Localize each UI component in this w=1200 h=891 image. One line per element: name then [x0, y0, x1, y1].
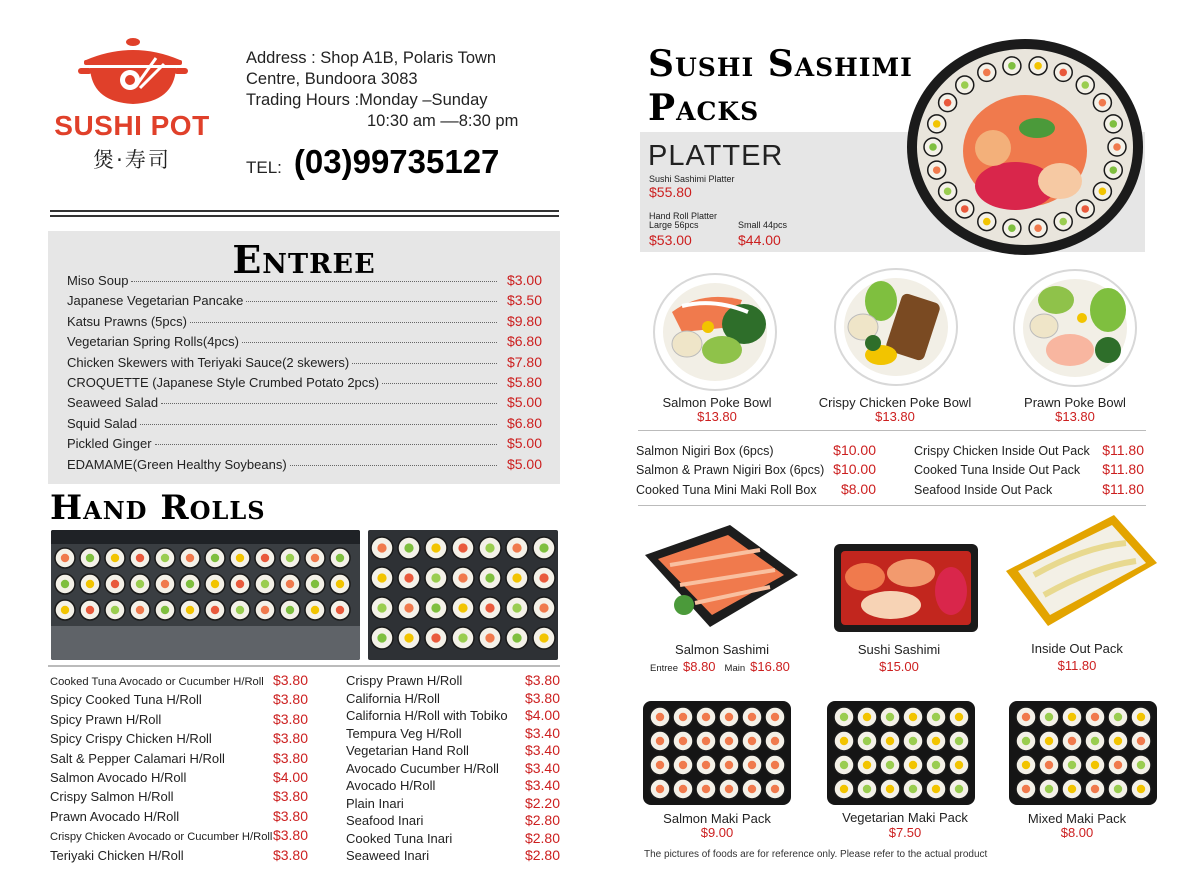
bowl-name: Salmon Poke Bowl — [662, 395, 772, 410]
item-name: Crispy Prawn H/Roll — [346, 673, 463, 688]
item-name: Vegetarian Hand Roll — [346, 743, 469, 758]
item-name: Seafood Inside Out Pack — [914, 482, 1053, 497]
platter-price: $44.00 — [738, 232, 781, 248]
item-name: Chicken Skewers with Teriyaki Sauce(2 skewers) — [67, 354, 350, 370]
packs-title-line: Sushi Sashimi — [648, 43, 913, 85]
item-name: Plain Inari — [346, 795, 404, 811]
platter-photo — [905, 36, 1145, 258]
item-name: CROQUETTE (Japanese Style Crumbed Potato 2pcs) — [67, 374, 380, 390]
menu-item — [914, 442, 1144, 461]
menu-item — [636, 442, 876, 461]
tel-label: TEL: — [246, 158, 282, 177]
trading-hours: Trading Hours :Monday –Sunday — [246, 91, 488, 109]
item-name: Salmon & Prawn Nigiri Box (6pcs) — [636, 463, 825, 478]
bowl-price: $13.80 — [697, 409, 737, 424]
item-price: $2.80 — [524, 812, 560, 828]
maki-pack-photo — [1008, 700, 1158, 806]
platter-price: $53.00 — [649, 232, 692, 248]
item-price: $4.00 — [272, 768, 308, 785]
item-name: Avocado Cucumber H/Roll — [346, 760, 499, 776]
hand-rolls-photo — [368, 530, 558, 660]
item-price: $3.80 — [272, 749, 308, 766]
item-name: Vegetarian Spring Rolls(4pcs) — [67, 334, 239, 350]
item-name: Tempura Veg H/Roll — [346, 725, 462, 741]
hand-rolls-list — [50, 672, 308, 866]
platter-label: Hand Roll Platter — [649, 211, 718, 221]
poke-bowl-photo — [652, 272, 778, 392]
menu-item — [346, 830, 560, 848]
pack-price: $9.00 — [700, 825, 734, 840]
item-price: $5.00 — [506, 435, 542, 452]
item-name: California H/Roll with Tobiko — [346, 708, 508, 723]
item-price: $2.20 — [524, 794, 560, 811]
item-price: $3.40 — [524, 742, 560, 758]
item-price: $7.80 — [506, 353, 542, 370]
pack-price: $15.00 — [879, 659, 919, 674]
tel-number[interactable]: (03)99735127 — [293, 143, 500, 180]
menu-item — [67, 313, 542, 333]
pack-name: Vegetarian Maki Pack — [842, 810, 968, 825]
menu-item — [914, 481, 1144, 500]
menu-item — [346, 795, 560, 813]
menu-item — [346, 812, 560, 830]
platter-price: $55.80 — [649, 184, 692, 200]
poke-bowl-photo — [833, 267, 959, 387]
menu-item — [67, 272, 542, 292]
item-price: $11.80 — [1102, 442, 1144, 458]
menu-item — [346, 760, 560, 778]
item-price: $9.80 — [506, 312, 542, 329]
item-price: $11.80 — [1102, 461, 1144, 478]
pack-price: $16.80 — [750, 659, 790, 674]
bowl-price: $13.80 — [1055, 409, 1095, 424]
item-name: Spicy Cooked Tuna H/Roll — [50, 692, 202, 708]
item-name: Crispy Salmon H/Roll — [50, 789, 174, 805]
item-name: Japanese Vegetarian Pancake — [67, 293, 244, 309]
menu-item — [67, 354, 542, 374]
item-name: California H/Roll — [346, 690, 440, 706]
menu-item — [67, 292, 542, 312]
pack-name: Mixed Maki Pack — [1027, 811, 1127, 826]
item-name: Seaweed Inari — [346, 848, 430, 863]
menu-item — [346, 847, 560, 865]
menu-item — [346, 742, 560, 760]
brand-name: SUSHI POT — [54, 110, 210, 141]
item-price: $6.80 — [506, 414, 542, 431]
menu-item — [50, 711, 308, 730]
menu-item — [50, 847, 308, 866]
item-name: Spicy Crispy Chicken H/Roll — [50, 731, 212, 747]
item-name: Salmon Nigiri Box (6pcs) — [636, 444, 774, 458]
section-title: Entree — [232, 237, 376, 282]
menu-item — [50, 827, 308, 846]
item-name: Pickled Ginger — [67, 436, 152, 452]
menu-item — [67, 415, 542, 435]
item-name: Crispy Chicken Inside Out Pack — [914, 444, 1090, 458]
menu-item — [914, 461, 1144, 480]
brand-chinese-name: 煲·寿司 — [93, 148, 171, 172]
entree-section — [48, 231, 560, 484]
box-list — [636, 442, 876, 500]
item-price: $3.40 — [524, 777, 560, 793]
divider — [50, 210, 559, 217]
item-price: $3.40 — [524, 724, 560, 741]
item-price: $3.80 — [272, 691, 308, 708]
pack-price: $11.80 — [1057, 658, 1097, 673]
salmon-sashimi-photo — [640, 515, 800, 635]
maki-pack-photo — [642, 700, 792, 806]
item-price: $3.40 — [524, 759, 560, 776]
box-list — [914, 442, 1144, 500]
item-price: $3.00 — [506, 272, 542, 288]
item-price: $5.00 — [506, 394, 542, 411]
item-name: Teriyaki Chicken H/Roll — [50, 847, 184, 863]
pack-name: Sushi Sashimi — [857, 642, 941, 657]
item-name: Salmon Avocado H/Roll — [50, 769, 187, 785]
item-name: Squid Salad — [67, 415, 138, 431]
pack-price: $8.00 — [1060, 825, 1094, 840]
divider — [48, 665, 560, 667]
pot-chopsticks-icon — [78, 34, 188, 106]
item-price: $3.80 — [272, 827, 308, 844]
menu-item — [67, 394, 542, 414]
item-price: $2.80 — [524, 847, 560, 863]
pack-name: Inside Out Pack — [1031, 641, 1123, 656]
pack-name: Salmon Maki Pack — [663, 811, 771, 826]
item-price: $3.50 — [506, 292, 542, 309]
item-price: $3.80 — [272, 846, 308, 863]
menu-item — [346, 725, 560, 743]
item-name: Miso Soup — [67, 273, 129, 288]
menu-item — [50, 808, 308, 827]
divider — [638, 430, 1146, 431]
item-price: $10.00 — [833, 461, 876, 478]
menu-item — [50, 769, 308, 788]
menu-item — [67, 374, 542, 394]
menu-item — [67, 333, 542, 353]
poke-bowl-photo — [1012, 268, 1138, 388]
address-line: Centre, Bundoora 3083 — [246, 70, 418, 88]
address-line: Address : Shop A1B, Polaris Town — [246, 49, 497, 67]
item-price: $10.00 — [833, 442, 876, 458]
item-name: Prawn Avocado H/Roll — [50, 808, 180, 824]
item-name: Seafood Inari — [346, 813, 424, 828]
section-title: Hand Rolls — [50, 488, 266, 528]
item-name: Crispy Chicken Avocado or Cucumber H/Roll — [50, 831, 273, 844]
menu-item — [50, 788, 308, 807]
bowl-name: Crispy Chicken Poke Bowl — [818, 395, 972, 410]
item-price: $2.80 — [524, 829, 560, 846]
menu-item — [346, 777, 560, 795]
platter-label: Large 56pcs — [649, 220, 699, 230]
platter-title: PLATTER — [648, 140, 784, 172]
item-price: $3.80 — [524, 689, 560, 706]
sushi-sashimi-photo — [833, 543, 979, 633]
item-price: $5.80 — [506, 373, 542, 390]
item-name: Salt & Pepper Calamari H/Roll — [50, 750, 225, 766]
menu-item — [50, 730, 308, 749]
brand-logo — [42, 34, 222, 174]
trading-hours-time: 10:30 am ––8:30 pm — [367, 112, 519, 130]
item-name: EDAMAME(Green Healthy Soybeans) — [67, 456, 287, 472]
packs-title-line: Packs — [648, 87, 760, 129]
item-price: $4.00 — [524, 707, 560, 723]
item-name: Cooked Tuna Avocado or Cucumber H/Roll — [50, 676, 264, 688]
menu-item — [346, 672, 560, 690]
item-price: $11.80 — [1102, 480, 1144, 497]
item-name: Avocado H/Roll — [346, 778, 436, 793]
menu-item — [50, 672, 308, 691]
price-label: Main — [724, 663, 746, 674]
hand-rolls-photo — [51, 530, 360, 660]
item-price: $8.00 — [840, 480, 876, 497]
menu-item — [50, 691, 308, 710]
price-label: Entree — [650, 663, 678, 674]
menu-item — [636, 481, 876, 500]
platter-label: Sushi Sashimi Platter — [649, 174, 735, 184]
maki-pack-photo — [826, 700, 976, 806]
footnote: The pictures of foods are for reference only. Please refer to the actual product — [644, 849, 988, 860]
menu-item — [636, 461, 876, 480]
menu-item — [67, 435, 542, 455]
platter-label: Small 44pcs — [738, 220, 788, 230]
item-price: $3.80 — [272, 710, 308, 727]
item-name: Spicy Prawn H/Roll — [50, 711, 162, 727]
hand-rolls-list — [346, 672, 560, 865]
inside-out-pack-photo — [1004, 513, 1159, 628]
item-name: Cooked Tuna Inari — [346, 830, 453, 846]
item-name: Katsu Prawns (5pcs) — [67, 313, 187, 329]
pack-name: Salmon Sashimi — [675, 642, 769, 657]
item-price: $3.80 — [272, 672, 308, 688]
phone-block — [246, 143, 499, 181]
menu-item — [50, 750, 308, 769]
pack-price: $8.80 — [683, 659, 716, 674]
item-price: $3.80 — [272, 788, 308, 805]
divider — [638, 505, 1146, 506]
item-name: Cooked Tuna Inside Out Pack — [914, 463, 1081, 478]
item-price: $5.00 — [506, 455, 542, 472]
salmon-sashimi-prices — [650, 659, 790, 674]
item-price: $3.80 — [524, 672, 560, 688]
menu-item — [346, 707, 560, 725]
pack-price: $7.50 — [888, 825, 922, 840]
item-price: $6.80 — [506, 333, 542, 350]
bowl-name: Prawn Poke Bowl — [1024, 395, 1126, 410]
item-name: Cooked Tuna Mini Maki Roll Box — [636, 482, 817, 497]
item-price: $3.80 — [272, 730, 308, 747]
menu-item — [67, 456, 542, 476]
bowl-price: $13.80 — [875, 409, 915, 424]
item-name: Seaweed Salad — [67, 395, 159, 411]
entree-list — [67, 272, 542, 476]
address-block — [246, 48, 518, 132]
item-price: $3.80 — [272, 807, 308, 824]
packs-title — [648, 42, 913, 130]
menu-item — [346, 690, 560, 708]
